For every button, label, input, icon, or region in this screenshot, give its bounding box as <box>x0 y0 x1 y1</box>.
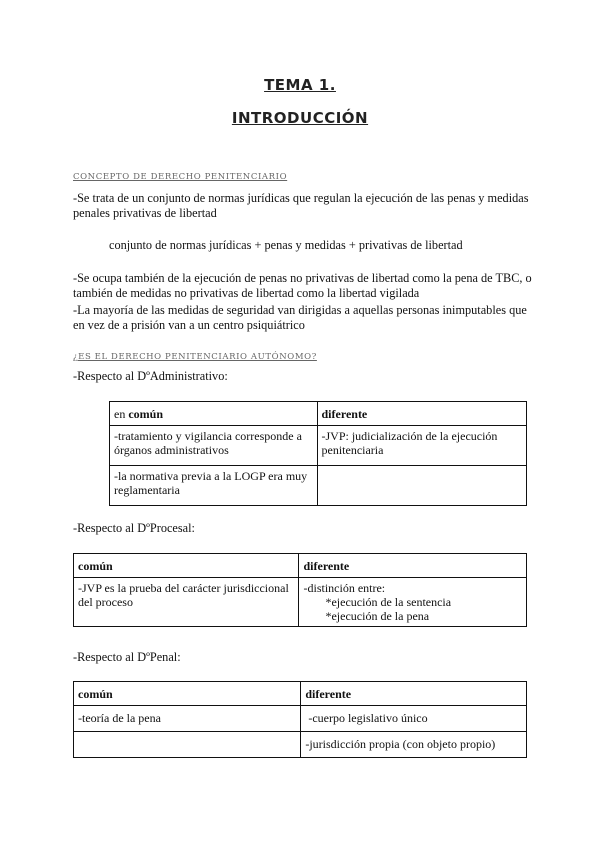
cell-intro: -distinción entre: <box>303 581 386 595</box>
cell-comun: -la normativa previa a la LOGP era muy reglamentaria <box>110 466 318 506</box>
intro-administrativo: -Respecto al DºAdministrativo: <box>73 369 228 383</box>
header-diferente-cell: diferente <box>317 402 527 426</box>
cell-diferente <box>317 466 527 506</box>
header-comun-cell <box>110 402 318 426</box>
formula-line: conjunto de normas jurídicas + penas y medidas + privativas de libertad <box>109 238 463 252</box>
header-diferente-cell: diferente <box>299 554 527 578</box>
cell-diferente: -JVP: judicialización de la ejecución penitenciaria <box>317 426 527 466</box>
table-header-row <box>74 682 527 706</box>
paragraph-definicion: -Se trata de un conjunto de normas jurídicas que regulan la ejecución de las penas y medidas penales privativas de libertad <box>73 191 529 220</box>
header-diferente-cell: diferente <box>301 682 527 706</box>
table-procesal <box>73 553 527 627</box>
cell-diferente: -cuerpo legislativo único <box>301 706 527 732</box>
table-header-row <box>110 402 527 426</box>
header-prefix: en <box>114 407 129 421</box>
paragraph-no-privativas: -Se ocupa también de la ejecución de penas no privativas de libertad como la pena de TBC, o también de medidas no privativas de libertad como la libertad vigilada <box>73 271 532 300</box>
section-heading-concepto: CONCEPTO DE DERECHO PENITENCIARIO <box>73 172 288 182</box>
table-row <box>74 706 527 732</box>
table-row <box>74 732 527 758</box>
section-heading-autonomo: ¿ES EL DERECHO PENITENCIARIO AUTÓNOMO? <box>73 352 317 362</box>
header-comun-cell: común <box>74 554 299 578</box>
intro-penal: -Respecto al DºPenal: <box>73 650 181 664</box>
intro-procesal: -Respecto al DºProcesal: <box>73 521 195 535</box>
cell-comun: -JVP es la prueba del carácter jurisdiccional del proceso <box>74 578 299 627</box>
cell-diferente: -jurisdicción propia (con objeto propio) <box>301 732 527 758</box>
cell-comun <box>74 732 301 758</box>
header-comun-label: común <box>128 407 163 421</box>
paragraph-medidas-seguridad: -La mayoría de las medidas de seguridad van dirigidas a aquellas personas inimputables que en vez de a prisión van a un centro psiquiátrico <box>73 303 527 332</box>
table-row <box>74 578 527 627</box>
header-comun-cell: común <box>74 682 301 706</box>
table-row <box>110 466 527 506</box>
table-row <box>110 426 527 466</box>
table-administrativo <box>109 401 527 506</box>
cell-sub-item: *ejecución de la sentencia <box>325 595 452 609</box>
table-penal <box>73 681 527 758</box>
cell-sub-item: *ejecución de la pena <box>325 609 430 623</box>
cell-comun: -teoría de la pena <box>74 706 301 732</box>
cell-diferente <box>299 578 527 627</box>
cell-comun: -tratamiento y vigilancia corresponde a órganos administrativos <box>110 426 318 466</box>
page-subtitle: INTRODUCCIÓN <box>231 109 369 127</box>
table-header-row <box>74 554 527 578</box>
page-title: TEMA 1. <box>264 76 336 94</box>
